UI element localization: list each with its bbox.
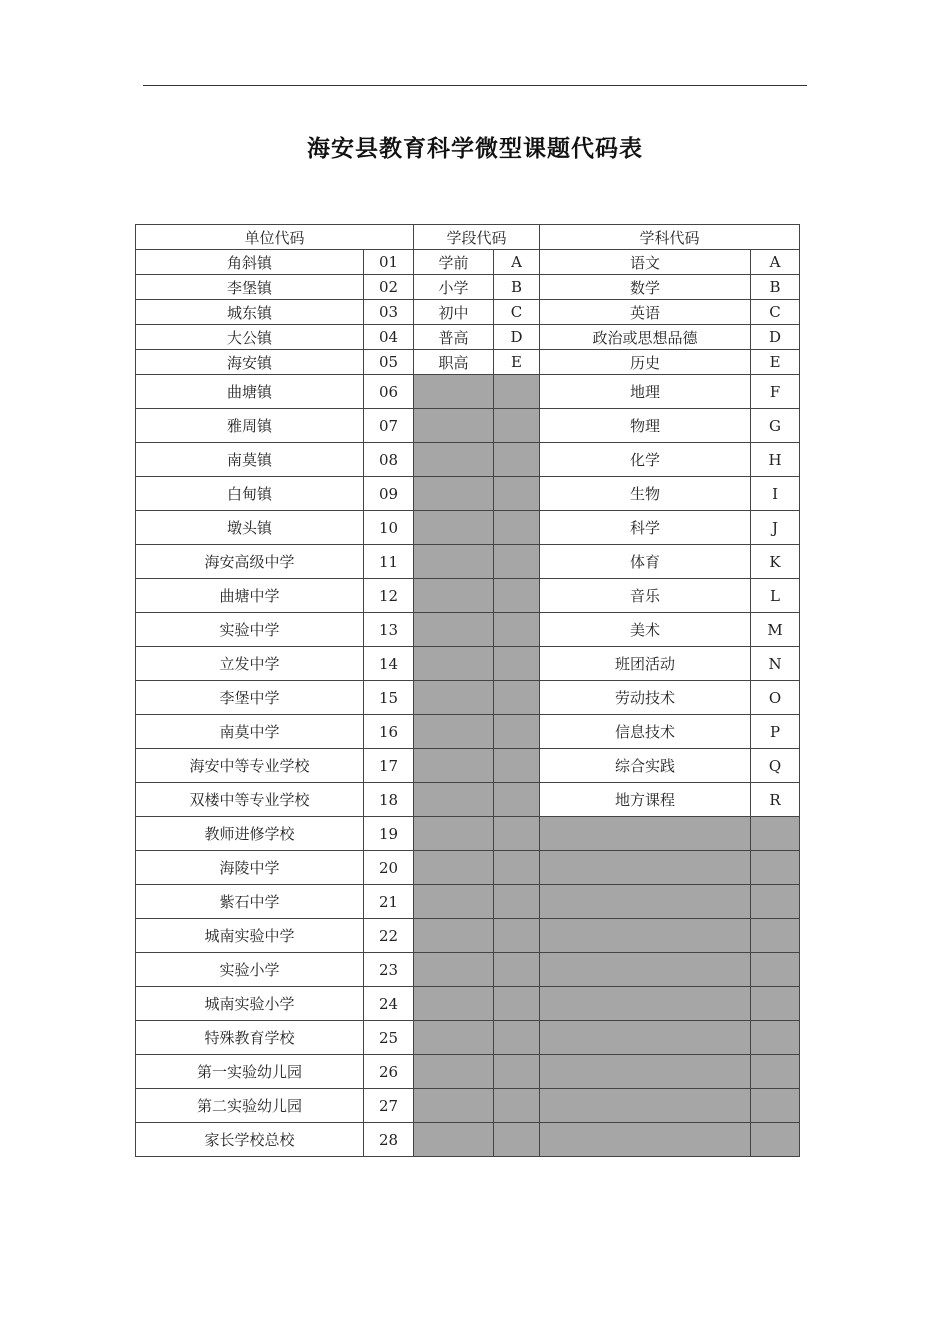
stage-code-cell — [494, 817, 540, 851]
subject-name-cell: 化学 — [540, 443, 751, 477]
stage-name-cell — [414, 953, 494, 987]
stage-code-cell — [494, 987, 540, 1021]
subject-code-cell — [751, 987, 800, 1021]
unit-code-cell: 11 — [364, 545, 414, 579]
unit-code-cell: 04 — [364, 325, 414, 350]
table-row — [136, 817, 800, 851]
subject-code-cell: N — [751, 647, 800, 681]
stage-code-cell: B — [494, 275, 540, 300]
stage-name-cell — [414, 715, 494, 749]
unit-name-cell: 紫石中学 — [136, 885, 364, 919]
subject-code-cell: A — [751, 250, 800, 275]
subject-code-cell: M — [751, 613, 800, 647]
stage-name-cell: 小学 — [414, 275, 494, 300]
table-row — [136, 350, 800, 375]
unit-code-header: 单位代码 — [136, 225, 414, 250]
table-row — [136, 579, 800, 613]
stage-name-cell: 职高 — [414, 350, 494, 375]
stage-name-cell — [414, 579, 494, 613]
unit-code-cell: 20 — [364, 851, 414, 885]
stage-name-cell: 普高 — [414, 325, 494, 350]
table-row — [136, 851, 800, 885]
stage-name-cell: 学前 — [414, 250, 494, 275]
subject-code-cell — [751, 851, 800, 885]
unit-code-cell: 14 — [364, 647, 414, 681]
subject-name-cell — [540, 885, 751, 919]
table-row — [136, 783, 800, 817]
table-row — [136, 325, 800, 350]
table-row — [136, 443, 800, 477]
unit-code-cell: 12 — [364, 579, 414, 613]
unit-code-cell: 21 — [364, 885, 414, 919]
unit-name-cell: 立发中学 — [136, 647, 364, 681]
stage-code-cell — [494, 511, 540, 545]
unit-name-cell: 海安镇 — [136, 350, 364, 375]
subject-name-cell: 地理 — [540, 375, 751, 409]
subject-name-cell — [540, 1055, 751, 1089]
stage-name-cell — [414, 477, 494, 511]
unit-name-cell: 李堡镇 — [136, 275, 364, 300]
stage-name-cell — [414, 681, 494, 715]
subject-name-cell — [540, 953, 751, 987]
subject-name-cell: 音乐 — [540, 579, 751, 613]
stage-name-cell — [414, 783, 494, 817]
subject-name-cell — [540, 817, 751, 851]
unit-name-cell: 白甸镇 — [136, 477, 364, 511]
unit-name-cell: 雅周镇 — [136, 409, 364, 443]
subject-name-cell: 体育 — [540, 545, 751, 579]
subject-code-cell: K — [751, 545, 800, 579]
unit-name-cell: 第一实验幼儿园 — [136, 1055, 364, 1089]
stage-name-cell — [414, 511, 494, 545]
table-row — [136, 1055, 800, 1089]
subject-code-cell — [751, 1021, 800, 1055]
subject-name-cell: 语文 — [540, 250, 751, 275]
stage-code-cell: E — [494, 350, 540, 375]
subject-name-cell — [540, 987, 751, 1021]
subject-code-cell: Q — [751, 749, 800, 783]
table-row — [136, 1123, 800, 1157]
subject-name-cell: 物理 — [540, 409, 751, 443]
stage-code-cell: C — [494, 300, 540, 325]
stage-name-cell — [414, 987, 494, 1021]
unit-code-cell: 18 — [364, 783, 414, 817]
unit-name-cell: 实验中学 — [136, 613, 364, 647]
stage-code-cell — [494, 545, 540, 579]
unit-code-cell: 03 — [364, 300, 414, 325]
stage-name-cell — [414, 817, 494, 851]
unit-code-cell: 06 — [364, 375, 414, 409]
subject-name-cell — [540, 851, 751, 885]
subject-code-cell: C — [751, 300, 800, 325]
stage-code-cell — [494, 443, 540, 477]
stage-code-cell — [494, 749, 540, 783]
stage-name-cell — [414, 851, 494, 885]
subject-code-cell — [751, 885, 800, 919]
stage-code-cell — [494, 579, 540, 613]
unit-code-cell: 23 — [364, 953, 414, 987]
subject-code-cell: B — [751, 275, 800, 300]
unit-code-cell: 08 — [364, 443, 414, 477]
subject-code-cell: G — [751, 409, 800, 443]
unit-code-cell: 25 — [364, 1021, 414, 1055]
unit-name-cell: 家长学校总校 — [136, 1123, 364, 1157]
table-row — [136, 613, 800, 647]
subject-code-cell: H — [751, 443, 800, 477]
stage-code-cell — [494, 715, 540, 749]
table-row — [136, 477, 800, 511]
unit-name-cell: 第二实验幼儿园 — [136, 1089, 364, 1123]
stage-code-cell — [494, 851, 540, 885]
unit-name-cell: 实验小学 — [136, 953, 364, 987]
unit-name-cell: 大公镇 — [136, 325, 364, 350]
stage-code-header: 学段代码 — [414, 225, 540, 250]
subject-code-cell: E — [751, 350, 800, 375]
subject-code-cell — [751, 919, 800, 953]
table-header-row — [136, 225, 800, 250]
stage-code-cell — [494, 919, 540, 953]
table-row — [136, 1021, 800, 1055]
table-row — [136, 885, 800, 919]
table-row — [136, 300, 800, 325]
table-row — [136, 511, 800, 545]
subject-name-cell — [540, 1123, 751, 1157]
subject-code-cell: R — [751, 783, 800, 817]
subject-name-cell: 信息技术 — [540, 715, 751, 749]
stage-code-cell — [494, 477, 540, 511]
unit-code-cell: 13 — [364, 613, 414, 647]
stage-name-cell — [414, 409, 494, 443]
subject-name-cell: 生物 — [540, 477, 751, 511]
subject-name-cell: 美术 — [540, 613, 751, 647]
table-row — [136, 749, 800, 783]
stage-name-cell — [414, 647, 494, 681]
unit-code-cell: 15 — [364, 681, 414, 715]
unit-name-cell: 曲塘镇 — [136, 375, 364, 409]
table-row — [136, 1089, 800, 1123]
unit-code-cell: 10 — [364, 511, 414, 545]
unit-code-cell: 24 — [364, 987, 414, 1021]
subject-code-cell — [751, 817, 800, 851]
unit-code-cell: 09 — [364, 477, 414, 511]
stage-code-cell: D — [494, 325, 540, 350]
document-title: 海安县教育科学微型课题代码表 — [307, 135, 643, 162]
subject-name-cell: 政治或思想品德 — [540, 325, 751, 350]
header-rule — [143, 85, 807, 86]
stage-name-cell — [414, 443, 494, 477]
unit-name-cell: 海陵中学 — [136, 851, 364, 885]
unit-code-cell: 19 — [364, 817, 414, 851]
unit-name-cell: 教师进修学校 — [136, 817, 364, 851]
stage-name-cell: 初中 — [414, 300, 494, 325]
subject-name-cell — [540, 1021, 751, 1055]
stage-name-cell — [414, 919, 494, 953]
subject-name-cell: 数学 — [540, 275, 751, 300]
subject-code-cell: O — [751, 681, 800, 715]
unit-name-cell: 海安中等专业学校 — [136, 749, 364, 783]
table-row — [136, 647, 800, 681]
unit-code-cell: 26 — [364, 1055, 414, 1089]
stage-code-cell — [494, 783, 540, 817]
table-row — [136, 545, 800, 579]
subject-name-cell: 英语 — [540, 300, 751, 325]
stage-name-cell — [414, 375, 494, 409]
unit-code-cell: 28 — [364, 1123, 414, 1157]
table-row — [136, 409, 800, 443]
table-row — [136, 987, 800, 1021]
stage-name-cell — [414, 1123, 494, 1157]
subject-name-cell — [540, 919, 751, 953]
stage-code-cell — [494, 1021, 540, 1055]
table-row — [136, 715, 800, 749]
stage-code-cell — [494, 885, 540, 919]
subject-code-cell: J — [751, 511, 800, 545]
subject-name-cell: 历史 — [540, 350, 751, 375]
stage-code-cell — [494, 375, 540, 409]
table-row — [136, 250, 800, 275]
unit-name-cell: 南莫镇 — [136, 443, 364, 477]
table-row — [136, 919, 800, 953]
stage-name-cell — [414, 1055, 494, 1089]
stage-name-cell — [414, 545, 494, 579]
stage-code-cell — [494, 681, 540, 715]
unit-name-cell: 南莫中学 — [136, 715, 364, 749]
subject-code-cell — [751, 1123, 800, 1157]
unit-code-cell: 27 — [364, 1089, 414, 1123]
unit-code-cell: 22 — [364, 919, 414, 953]
stage-name-cell — [414, 1021, 494, 1055]
stage-name-cell — [414, 749, 494, 783]
subject-name-cell: 综合实践 — [540, 749, 751, 783]
unit-name-cell: 海安高级中学 — [136, 545, 364, 579]
subject-code-cell: D — [751, 325, 800, 350]
stage-code-cell — [494, 409, 540, 443]
unit-name-cell: 曲塘中学 — [136, 579, 364, 613]
stage-code-cell — [494, 647, 540, 681]
unit-code-cell: 01 — [364, 250, 414, 275]
stage-code-cell — [494, 1089, 540, 1123]
subject-code-cell: P — [751, 715, 800, 749]
unit-name-cell: 城南实验小学 — [136, 987, 364, 1021]
subject-code-cell: F — [751, 375, 800, 409]
unit-name-cell: 城东镇 — [136, 300, 364, 325]
table-row — [136, 681, 800, 715]
unit-name-cell: 特殊教育学校 — [136, 1021, 364, 1055]
stage-name-cell — [414, 613, 494, 647]
subject-code-cell — [751, 953, 800, 987]
table-row — [136, 275, 800, 300]
stage-code-cell — [494, 1055, 540, 1089]
subject-name-cell: 班团活动 — [540, 647, 751, 681]
subject-name-cell — [540, 1089, 751, 1123]
unit-code-cell: 17 — [364, 749, 414, 783]
unit-code-cell: 05 — [364, 350, 414, 375]
unit-name-cell: 李堡中学 — [136, 681, 364, 715]
subject-code-header: 学科代码 — [540, 225, 800, 250]
stage-name-cell — [414, 885, 494, 919]
subject-name-cell: 科学 — [540, 511, 751, 545]
subject-name-cell: 劳动技术 — [540, 681, 751, 715]
subject-name-cell: 地方课程 — [540, 783, 751, 817]
unit-code-cell: 07 — [364, 409, 414, 443]
subject-code-cell — [751, 1089, 800, 1123]
subject-code-cell: I — [751, 477, 800, 511]
unit-name-cell: 城南实验中学 — [136, 919, 364, 953]
table-row — [136, 953, 800, 987]
table-row — [136, 375, 800, 409]
stage-code-cell — [494, 953, 540, 987]
stage-code-cell — [494, 1123, 540, 1157]
unit-name-cell: 墩头镇 — [136, 511, 364, 545]
subject-code-cell — [751, 1055, 800, 1089]
stage-code-cell: A — [494, 250, 540, 275]
subject-code-cell: L — [751, 579, 800, 613]
unit-code-cell: 02 — [364, 275, 414, 300]
code-table — [135, 224, 800, 1157]
unit-name-cell: 双楼中等专业学校 — [136, 783, 364, 817]
stage-name-cell — [414, 1089, 494, 1123]
unit-code-cell: 16 — [364, 715, 414, 749]
unit-name-cell: 角斜镇 — [136, 250, 364, 275]
stage-code-cell — [494, 613, 540, 647]
